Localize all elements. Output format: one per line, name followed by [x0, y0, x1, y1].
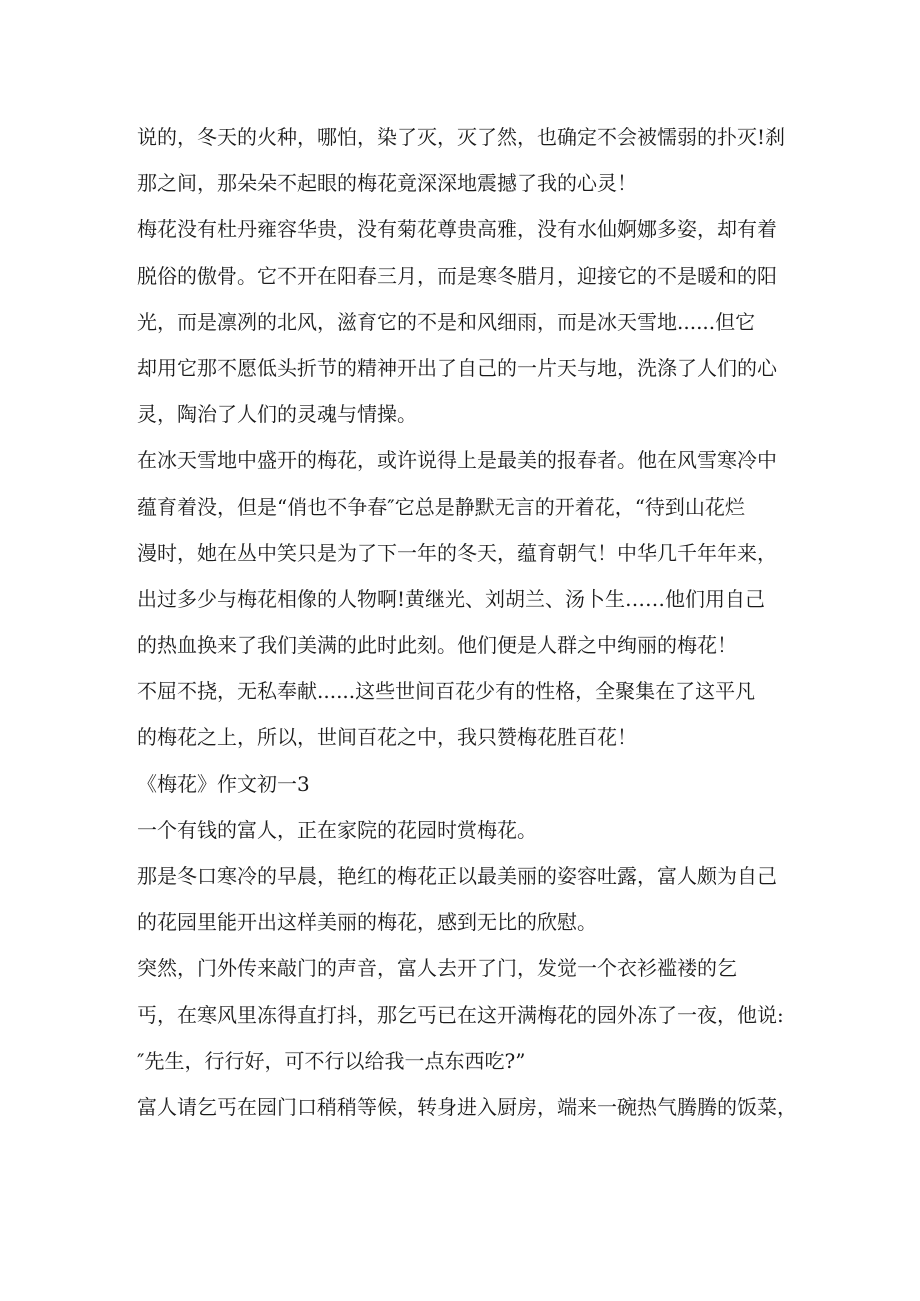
section-heading: 《梅花》作文初一3 [137, 771, 310, 796]
text-line: 梅花没有杜丹雍容华贵，没有菊花尊贵高雅，没有水仙婀娜多姿，却有着 [137, 217, 777, 242]
text-line: 那之间，那朵朵不起眼的梅花竟深深地震撼了我的心灵！ [137, 171, 637, 196]
text-line: 那是冬口寒冷的早晨，艳红的梅花正以最美丽的姿容吐露，富人颇为自己 [137, 864, 777, 888]
document-body [137, 114, 802, 1130]
text-line: 一个有钱的富人，正在家院的花园时赏梅花。 [137, 817, 537, 842]
text-line: 出过多少与梅花相像的人物啊!黄继光、刘胡兰、汤卜生……他们用自己 [137, 586, 766, 611]
text-line: 丐，在寒风里冻得直打抖，那乞丐已在这开满梅花的园外冻了一夜，他说: [137, 1002, 784, 1027]
text-line: 漫时，她在丛中笑只是为了下一年的冬天，蕴育朝气！中华几千年年来， [137, 540, 777, 565]
text-line: 蕴育着没，但是“俏也不争春″它总是静默无言的开着花，“待到山花烂 [137, 494, 745, 519]
text-line: 脱俗的傲骨。它不开在阳春三月，而是寒冬腊月，迎接它的不是暖和的阳 [137, 263, 777, 288]
text-line: 在冰天雪地中盛开的梅花，或许说得上是最美的报春者。他在风雪寒冷中 [137, 448, 777, 473]
text-line: 的梅花之上，所以，世间百花之中，我只赞梅花胜百花！ [137, 725, 637, 750]
text-line: 不屈不挠，无私奉献......这些世间百花少有的性格，全聚集在了这平凡 [137, 679, 756, 704]
text-line: 的热血换来了我们美满的此时此刻。他们便是人群之中绚丽的梅花！ [137, 633, 737, 658]
text-line: 的花园里能开出这样美丽的梅花，感到无比的欣慰。 [137, 910, 597, 935]
text-line: 却用它那不愿低头折节的精神开出了自己的一片天与地，洗涤了人们的心 [137, 355, 777, 380]
text-line: 光，而是凛冽的北风，滋育它的不是和风细雨，而是冰天雪地......但它 [137, 309, 756, 334]
text-line: 富人请乞丐在园门口稍稍等候，转身进入厨房，端来一碗热气腾腾的饭菜， [137, 1094, 797, 1119]
text-line: 说的，冬天的火种，哪怕，染了灭，灭了然，也确定不会被懦弱的扑灭!刹 [137, 125, 786, 149]
text-line: 灵，陶治了人们的灵魂与情操。 [137, 402, 417, 427]
text-line: 突然，门外传来敲门的声音，富人去开了门，发觉一个衣衫褴褛的乞 [137, 956, 737, 981]
text-line: ″先生，行行好，可不行以给我一点东西吃?” [137, 1048, 526, 1073]
